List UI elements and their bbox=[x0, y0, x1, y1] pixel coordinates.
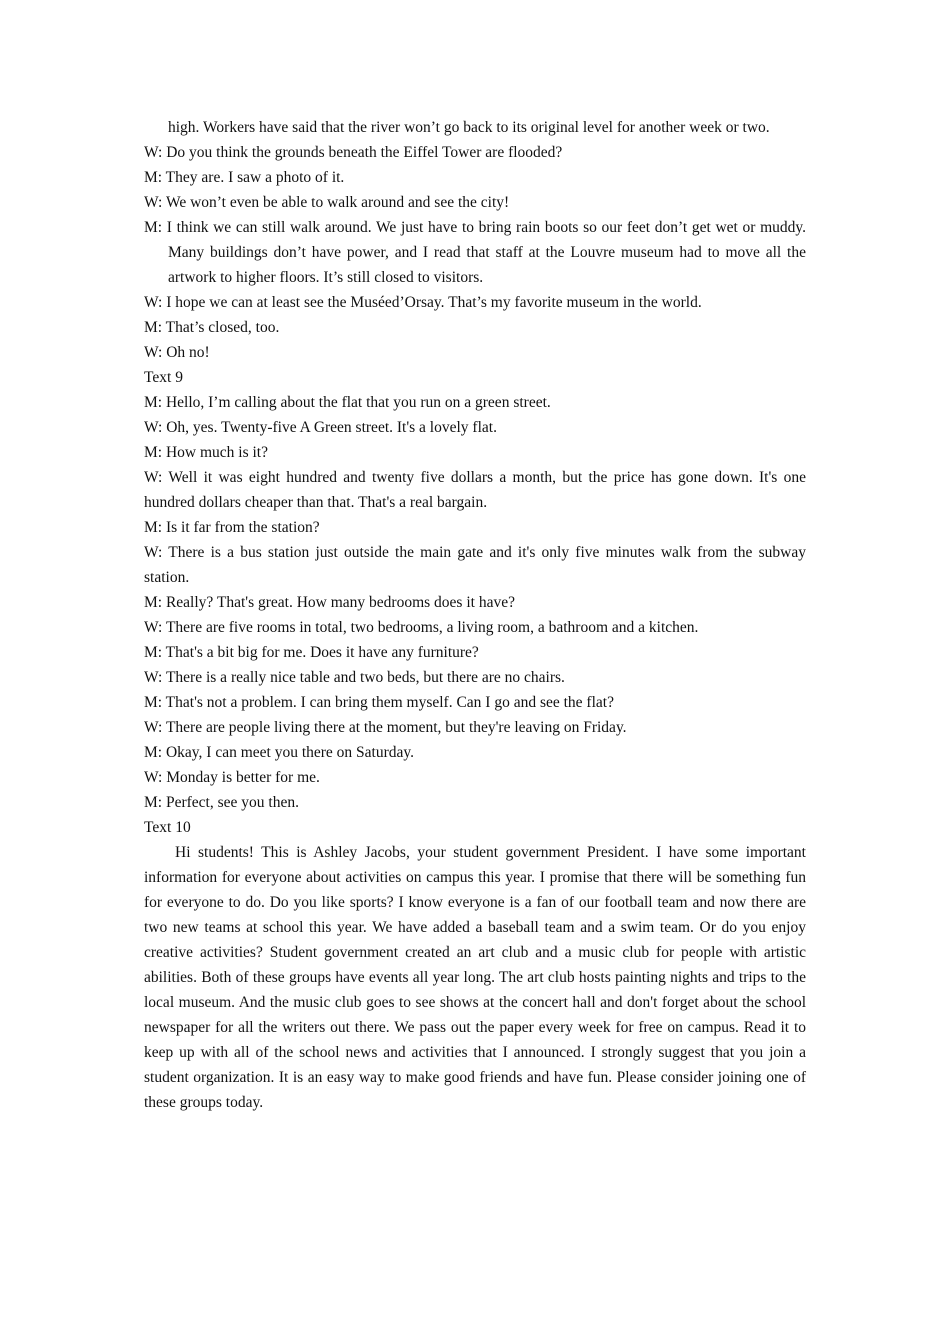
dialogue-line: W: Oh, yes. Twenty-five A Green street. It's a lovely flat. bbox=[144, 419, 497, 436]
dialogue-line: W: There are five rooms in total, two bedrooms, a living room, a bathroom and a kitchen. bbox=[144, 619, 699, 636]
dialogue-line: W: Monday is better for me. bbox=[144, 769, 320, 786]
dialogue-line: W: There are people living there at the moment, but they're leaving on Friday. bbox=[144, 719, 627, 736]
dialogue-line: W: I hope we can at least see the Muséed’Orsay. That’s my favorite museum in the world. bbox=[144, 294, 702, 311]
dialogue-line: W: There is a really nice table and two beds, but there are no chairs. bbox=[144, 669, 565, 686]
section-heading: Text 9 bbox=[144, 369, 183, 386]
dialogue-line: W: We won’t even be able to walk around and see the city! bbox=[144, 194, 510, 211]
dialogue-line: M: I think we can still walk around. We just have to bring rain boots so our feet don’t get wet or muddy. Many buildings don’t have power, and I read that staff at the Louvre museum had to move all the artwork to higher floors. It’s still closed to visitors. bbox=[144, 219, 806, 286]
dialogue-line: M: Is it far from the station? bbox=[144, 519, 320, 536]
monologue-paragraph: Hi students! This is Ashley Jacobs, your student government President. I have some important information for everyone about activities on campus this year. I promise that there will be something fun for everyone to do. Do you like sports? I know everyone is a fan of our football team and now there are two new teams at school this year. We have added a baseball team and a swim team. Or do you enjoy creative activities? Student government created an art club and a music club for people with artistic abilities. Both of these groups have events all year long. The art club hosts painting nights and trips to the local museum. And the music club goes to see shows at the concert hall and don't forget about the school newspaper for all the writers out there. We pass out the paper every week for free on campus. Read it to keep up with all of the school news and activities that I announced. I strongly suggest that you join a student organization. It is an easy way to make good friends and have fun. Please consider joining one of these groups today. bbox=[144, 844, 806, 1111]
dialogue-line: M: Really? That's great. How many bedrooms does it have? bbox=[144, 594, 515, 611]
dialogue-line: W: Well it was eight hundred and twenty five dollars a month, but the price has gone down. It's one hundred dollars cheaper than that. That's a real bargain. bbox=[144, 469, 806, 511]
dialogue-line: W: There is a bus station just outside the main gate and it's only five minutes walk from the subway station. bbox=[144, 544, 806, 586]
dialogue-line: M: Hello, I’m calling about the flat that you run on a green street. bbox=[144, 394, 551, 411]
dialogue-line: M: That’s closed, too. bbox=[144, 319, 280, 336]
dialogue-line: M: Perfect, see you then. bbox=[144, 794, 299, 811]
document-body bbox=[144, 115, 806, 1115]
dialogue-line: M: How much is it? bbox=[144, 444, 268, 461]
dialogue-line: M: That's a bit big for me. Does it have any furniture? bbox=[144, 644, 479, 661]
dialogue-line: M: Okay, I can meet you there on Saturday. bbox=[144, 744, 415, 761]
dialogue-line: M: That's not a problem. I can bring them myself. Can I go and see the flat? bbox=[144, 694, 614, 711]
section-heading: Text 10 bbox=[144, 819, 191, 836]
dialogue-line: W: Do you think the grounds beneath the Eiffel Tower are flooded? bbox=[144, 144, 563, 161]
dialogue-continuation: high. Workers have said that the river won’t go back to its original level for another week or two. bbox=[168, 119, 770, 136]
dialogue-line: M: They are. I saw a photo of it. bbox=[144, 169, 345, 186]
dialogue-line: W: Oh no! bbox=[144, 344, 210, 361]
